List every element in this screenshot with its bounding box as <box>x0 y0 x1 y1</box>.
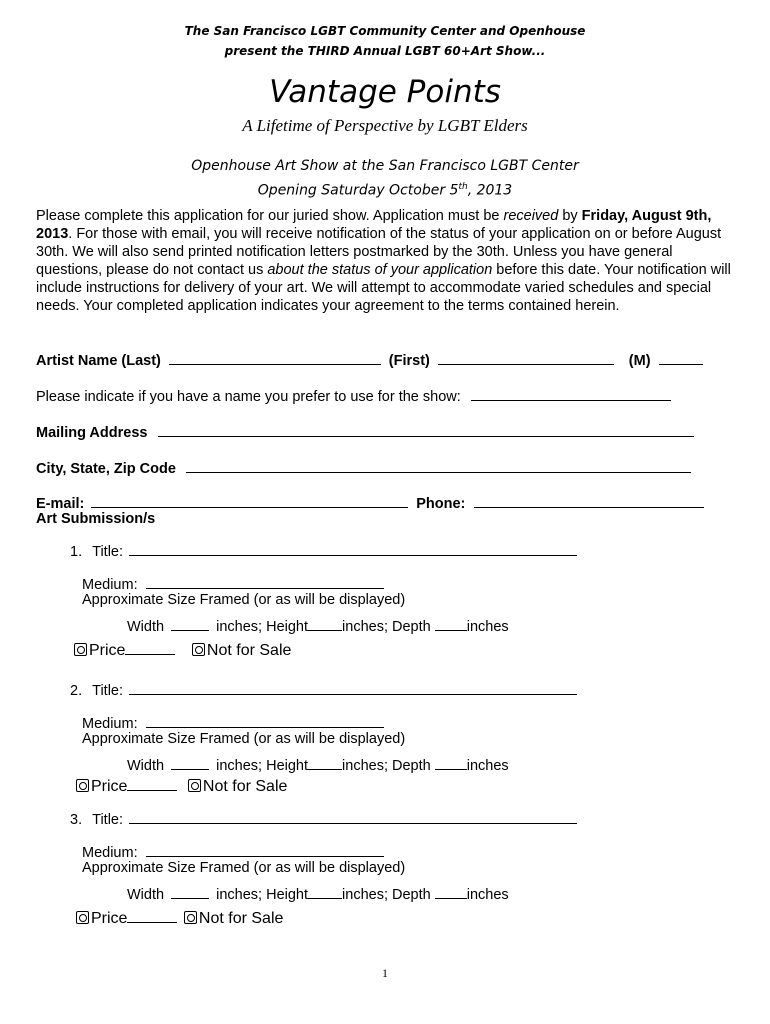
submission-2-height-label: inches; Height <box>216 758 309 774</box>
submission-3-height-label: inches; Height <box>216 887 309 903</box>
preferred-name-label: Please indicate if you have a name you prefer to use for the show: <box>36 389 461 405</box>
venue-line: Openhouse Art Show at the San Francisco LGBT Center <box>191 158 579 174</box>
submission-3-medium-row <box>82 842 384 861</box>
submission-2-nfs-checkbox[interactable] <box>188 779 201 792</box>
submission-1-price-checkbox[interactable] <box>74 643 87 656</box>
artist-name-row <box>36 350 736 370</box>
artist-first-input[interactable] <box>438 350 614 365</box>
mailing-address-input[interactable] <box>158 422 694 437</box>
mailing-address-label: Mailing Address <box>36 425 148 441</box>
submission-1-nfs-label: Not for Sale <box>206 642 292 659</box>
submission-2-dimensions-row <box>127 755 509 774</box>
submission-1-number: 1. <box>70 544 83 560</box>
submission-1-height-label: inches; Height <box>216 619 309 635</box>
submission-1-price-input[interactable] <box>125 644 175 655</box>
submission-1-inches-label: inches <box>466 619 509 635</box>
submission-1-dimensions-row <box>127 616 509 635</box>
submission-1-nfs-checkbox[interactable] <box>192 643 205 656</box>
artist-last-input[interactable] <box>169 350 381 365</box>
submission-1-title-input[interactable] <box>129 541 577 556</box>
intro-text-1: Please complete this application for our juried show. Application must be <box>36 208 504 224</box>
submission-1-title-label: Title: <box>92 544 124 560</box>
artist-last-label: Artist Name (Last) <box>36 353 161 369</box>
submission-3-height-input[interactable] <box>308 884 342 899</box>
header-line-2: present the THIRD Annual LGBT 60+Art Show... <box>224 44 546 58</box>
submission-2-price-input[interactable] <box>127 780 177 791</box>
submission-2-height-input[interactable] <box>308 755 342 770</box>
phone-label: Phone: <box>416 496 466 512</box>
submission-2-inches-label: inches <box>466 758 509 774</box>
preferred-name-input[interactable] <box>471 386 671 401</box>
submission-2-width-label: Width <box>127 758 165 774</box>
submission-2-width-input[interactable] <box>171 755 209 770</box>
opening-suffix: , 2013 <box>467 182 513 199</box>
page-title: Vantage Points <box>269 74 501 110</box>
submission-2-number: 2. <box>70 683 83 699</box>
opening-prefix: Opening Saturday October 5 <box>257 182 459 199</box>
submission-3-dimensions-row <box>127 884 509 903</box>
art-submissions-heading: Art Submission/s <box>36 511 156 527</box>
submission-2-medium-input[interactable] <box>146 713 384 728</box>
email-phone-row <box>36 493 736 513</box>
submission-2-title-input[interactable] <box>129 680 577 695</box>
submission-3-number: 3. <box>70 812 83 828</box>
city-state-zip-label: City, State, Zip Code <box>36 461 176 477</box>
submission-2-title-label: Title: <box>92 683 124 699</box>
opening-line <box>0 182 770 199</box>
page-subtitle: A Lifetime of Perspective by LGBT Elders <box>242 116 528 135</box>
submission-3-width-input[interactable] <box>171 884 209 899</box>
submission-3-depth-label: inches; Depth <box>342 887 431 903</box>
submission-1-title-row <box>70 541 577 560</box>
submission-1-approx-size: Approximate Size Framed (or as will be displayed) <box>82 592 406 608</box>
submission-1-medium-row <box>82 574 384 593</box>
opening-sup: th <box>458 182 468 192</box>
submission-1-depth-input[interactable] <box>435 616 467 631</box>
submission-3-nfs-label: Not for Sale <box>198 910 284 927</box>
preferred-name-row <box>36 386 736 406</box>
submission-3-inches-label: inches <box>466 887 509 903</box>
submission-3-price-input[interactable] <box>127 912 177 923</box>
artist-first-label: (First) <box>388 353 430 369</box>
phone-input[interactable] <box>474 493 704 508</box>
artist-middle-input[interactable] <box>659 350 703 365</box>
submission-1-price-label: Price <box>89 642 126 659</box>
intro-about: about the status of your application <box>267 262 493 278</box>
submission-3-title-input[interactable] <box>129 809 577 824</box>
artist-middle-label: (M) <box>628 353 651 369</box>
submission-3-approx-size: Approximate Size Framed (or as will be displayed) <box>82 860 406 876</box>
submission-3-price-label: Price <box>91 910 128 927</box>
submission-1-height-input[interactable] <box>308 616 342 631</box>
submission-3-price-checkbox[interactable] <box>76 911 89 924</box>
submission-3-title-row <box>70 809 577 828</box>
submission-2-depth-input[interactable] <box>435 755 467 770</box>
intro-text-3: . For those with email, you will receive notification of the status of your application on or before August 30th. We will also send printed notification letters postmarked by the 30th. Unless you have general questions, please do not contact us <box>36 226 722 278</box>
intro-paragraph <box>36 207 736 315</box>
submission-2-sale-row <box>76 778 287 796</box>
mailing-address-row <box>36 422 736 442</box>
submission-2-medium-label: Medium: <box>82 716 138 732</box>
submission-3-width-label: Width <box>127 887 165 903</box>
submission-3-title-label: Title: <box>92 812 124 828</box>
header-line-1: The San Francisco LGBT Community Center and Openhouse <box>184 24 586 38</box>
submission-1-depth-label: inches; Depth <box>342 619 431 635</box>
submission-1-medium-input[interactable] <box>146 574 384 589</box>
submission-2-title-row <box>70 680 577 699</box>
submission-2-nfs-label: Not for Sale <box>202 778 288 795</box>
submission-2-medium-row <box>82 713 384 732</box>
intro-received: received <box>503 208 559 224</box>
submission-3-depth-input[interactable] <box>435 884 467 899</box>
city-state-zip-input[interactable] <box>186 458 691 473</box>
submission-3-medium-input[interactable] <box>146 842 384 857</box>
submission-2-price-label: Price <box>91 778 128 795</box>
submission-1-width-label: Width <box>127 619 165 635</box>
intro-text-2: by <box>558 208 582 224</box>
submission-2-depth-label: inches; Depth <box>342 758 431 774</box>
intro-text-4: before this date. Your notification will include instructions for delivery of your art. We will attempt to accommodate varied schedules and special needs. Your completed application indicates your agreement to the terms contained herein. <box>36 262 731 314</box>
submission-2-price-checkbox[interactable] <box>76 779 89 792</box>
email-label: E-mail: <box>36 496 85 512</box>
submission-2-approx-size: Approximate Size Framed (or as will be displayed) <box>82 731 406 747</box>
intro-deadline: Friday, August 9th, 2013 <box>36 208 712 242</box>
submission-3-sale-row <box>76 910 283 928</box>
submission-1-medium-label: Medium: <box>82 577 138 593</box>
email-input[interactable] <box>91 493 408 508</box>
city-state-zip-row <box>36 458 736 478</box>
page-number: 1 <box>382 966 388 980</box>
submission-3-nfs-checkbox[interactable] <box>184 911 197 924</box>
submission-1-sale-row <box>74 642 291 660</box>
submission-3-medium-label: Medium: <box>82 845 138 861</box>
submission-1-width-input[interactable] <box>171 616 209 631</box>
